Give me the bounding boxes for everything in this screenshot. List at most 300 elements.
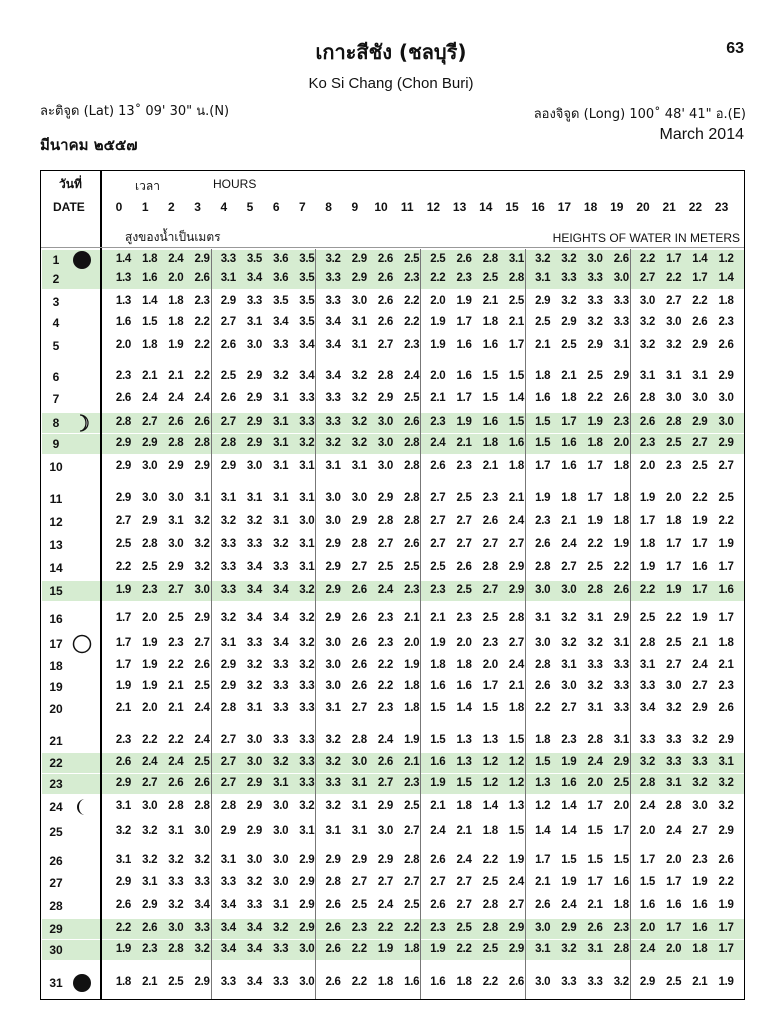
height-cell: 2.6: [613, 392, 629, 404]
height-cell: 2.0: [142, 612, 158, 624]
height-cell: 1.5: [482, 702, 498, 714]
height-cell: 1.9: [639, 492, 655, 504]
height-cell: 1.9: [430, 339, 446, 351]
height-cell: 3.0: [561, 584, 577, 596]
height-cell: 2.8: [115, 416, 131, 428]
height-cell: 1.9: [718, 899, 734, 911]
height-cell: 3.2: [142, 825, 158, 837]
height-cell: 1.7: [639, 515, 655, 527]
height-cell: 3.0: [351, 492, 367, 504]
height-cell: 1.9: [587, 416, 603, 428]
height-cell: 3.3: [561, 976, 577, 988]
height-cell: 1.8: [404, 680, 420, 692]
height-cell: 1.3: [535, 777, 551, 789]
month-english: March 2014: [659, 126, 744, 143]
height-cell: 2.6: [508, 976, 524, 988]
height-cell: 1.8: [168, 316, 184, 328]
date-cell: 16: [49, 612, 63, 626]
height-cell: 2.6: [142, 922, 158, 934]
page-title: เกาะสีชัง (ชลบุรี): [315, 40, 467, 64]
height-cell: 2.3: [535, 515, 551, 527]
date-cell: 19: [49, 680, 63, 694]
height-cell: 2.2: [404, 922, 420, 934]
date-cell: 17: [49, 637, 63, 651]
height-cell: 3.3: [273, 680, 289, 692]
height-cell: 2.5: [456, 922, 472, 934]
height-cell: 3.2: [561, 943, 577, 955]
height-cell: 2.7: [482, 538, 498, 550]
height-cell: 2.6: [220, 339, 236, 351]
height-cell: 3.3: [194, 922, 210, 934]
height-cell: 3.1: [535, 272, 551, 284]
waxing-crescent-icon: [72, 413, 92, 433]
height-cell: 3.3: [194, 876, 210, 888]
height-cell: 2.9: [351, 253, 367, 265]
height-cell: 2.6: [220, 392, 236, 404]
height-cell: 2.6: [351, 612, 367, 624]
height-cell: 2.6: [325, 976, 341, 988]
height-cell: 2.9: [535, 295, 551, 307]
height-cell: 2.3: [404, 777, 420, 789]
height-cell: 1.7: [718, 922, 734, 934]
height-cell: 2.9: [115, 437, 131, 449]
height-cell: 2.7: [508, 899, 524, 911]
height-cell: 2.5: [666, 637, 682, 649]
height-cell: 2.9: [613, 756, 629, 768]
date-cell: 8: [52, 416, 60, 430]
height-cell: 2.0: [430, 370, 446, 382]
height-cell: 2.6: [404, 538, 420, 550]
height-cell: 2.9: [325, 584, 341, 596]
height-cell: 3.1: [639, 659, 655, 671]
height-cell: 3.2: [246, 680, 262, 692]
height-cell: 1.8: [482, 316, 498, 328]
height-cell: 1.6: [639, 899, 655, 911]
height-cell: 2.6: [377, 316, 393, 328]
height-cell: 2.9: [377, 392, 393, 404]
height-cell: 2.0: [639, 825, 655, 837]
height-cell: 1.4: [142, 295, 158, 307]
height-cell: 3.2: [587, 680, 603, 692]
height-cell: 2.6: [351, 680, 367, 692]
height-cell: 1.5: [561, 854, 577, 866]
height-cell: 3.1: [325, 460, 341, 472]
height-cell: 2.0: [404, 637, 420, 649]
height-cell: 1.7: [718, 561, 734, 573]
height-cell: 2.6: [351, 659, 367, 671]
height-cell: 2.9: [142, 437, 158, 449]
height-cell: 3.1: [351, 316, 367, 328]
height-cell: 2.2: [377, 659, 393, 671]
height-cell: 2.3: [692, 854, 708, 866]
height-cell: 3.0: [639, 295, 655, 307]
height-cell: 3.1: [194, 492, 210, 504]
height-cell: 3.0: [666, 680, 682, 692]
height-cell: 2.6: [639, 416, 655, 428]
height-cell: 1.3: [115, 295, 131, 307]
height-cell: 1.6: [456, 339, 472, 351]
height-cell: 2.9: [718, 825, 734, 837]
height-cell: 1.5: [482, 392, 498, 404]
date-cell: 6: [52, 370, 60, 384]
height-cell: 3.0: [325, 515, 341, 527]
height-cell: 2.5: [430, 253, 446, 265]
height-cell: 3.1: [142, 876, 158, 888]
height-cell: 1.6: [718, 584, 734, 596]
height-cell: 2.9: [220, 680, 236, 692]
height-cell: 2.7: [666, 659, 682, 671]
height-cell: 2.2: [377, 680, 393, 692]
hour-label: 11: [400, 200, 414, 214]
height-cell: 1.6: [561, 777, 577, 789]
height-cell: 1.6: [482, 416, 498, 428]
height-cell: 2.2: [718, 515, 734, 527]
height-cell: 1.7: [561, 416, 577, 428]
height-label-thai: สูงของน้ำเป็นเมตร: [125, 230, 221, 244]
height-cell: 1.9: [613, 538, 629, 550]
hour-label: 4: [220, 200, 228, 214]
height-cell: 3.0: [142, 492, 158, 504]
height-cell: 2.9: [508, 943, 524, 955]
height-cell: 3.0: [351, 295, 367, 307]
height-cell: 1.4: [456, 702, 472, 714]
height-cell: 2.8: [142, 538, 158, 550]
height-cell: 1.5: [639, 876, 655, 888]
height-cell: 3.1: [273, 899, 289, 911]
date-cell: 28: [49, 899, 63, 913]
height-cell: 2.9: [246, 437, 262, 449]
height-cell: 3.1: [246, 492, 262, 504]
height-cell: 1.7: [115, 637, 131, 649]
height-cell: 2.6: [325, 899, 341, 911]
height-cell: 2.5: [639, 612, 655, 624]
height-cell: 3.2: [115, 825, 131, 837]
height-cell: 1.7: [535, 854, 551, 866]
height-cell: 3.3: [613, 316, 629, 328]
height-cell: 3.2: [325, 437, 341, 449]
height-cell: 2.9: [325, 854, 341, 866]
height-cell: 2.7: [508, 538, 524, 550]
height-cell: 3.0: [168, 922, 184, 934]
height-cell: 2.2: [718, 876, 734, 888]
height-cell: 3.0: [273, 876, 289, 888]
height-cell: 1.9: [692, 515, 708, 527]
height-cell: 2.7: [220, 756, 236, 768]
height-cell: 1.6: [692, 922, 708, 934]
height-cell: 2.3: [115, 734, 131, 746]
height-cell: 2.9: [692, 339, 708, 351]
height-cell: 1.8: [404, 943, 420, 955]
height-cell: 3.2: [246, 876, 262, 888]
height-cell: 3.3: [299, 734, 315, 746]
height-cell: 3.1: [666, 370, 682, 382]
height-cell: 2.4: [430, 437, 446, 449]
height-cell: 3.2: [666, 702, 682, 714]
height-cell: 1.6: [404, 976, 420, 988]
height-cell: 3.3: [220, 538, 236, 550]
height-cell: 2.6: [613, 584, 629, 596]
height-cell: 1.6: [692, 561, 708, 573]
height-cell: 3.3: [220, 876, 236, 888]
height-cell: 1.7: [692, 584, 708, 596]
height-cell: 1.5: [142, 316, 158, 328]
height-cell: 2.4: [168, 253, 184, 265]
height-cell: 3.1: [273, 437, 289, 449]
height-cell: 2.8: [482, 253, 498, 265]
date-cell: 2: [52, 272, 60, 286]
date-cell: 24: [49, 800, 63, 814]
height-cell: 3.2: [639, 316, 655, 328]
height-cell: 2.7: [194, 637, 210, 649]
height-cell: 2.3: [115, 370, 131, 382]
height-cell: 2.5: [351, 899, 367, 911]
height-cell: 2.8: [377, 370, 393, 382]
height-cell: 1.9: [168, 339, 184, 351]
height-cell: 2.3: [430, 416, 446, 428]
height-cell: 2.8: [168, 437, 184, 449]
column-rule: [630, 249, 631, 999]
height-cell: 3.0: [587, 253, 603, 265]
tide-table: [40, 170, 745, 1000]
height-cell: 3.2: [639, 756, 655, 768]
latitude-label: ละติจูด (Lat) 13˚ 09' 30" น.(N): [40, 104, 230, 119]
height-cell: 3.2: [220, 612, 236, 624]
height-cell: 2.6: [377, 295, 393, 307]
height-cell: 3.4: [246, 561, 262, 573]
height-cell: 3.3: [246, 295, 262, 307]
height-cell: 2.5: [535, 316, 551, 328]
height-cell: 2.2: [168, 659, 184, 671]
height-cell: 2.9: [246, 370, 262, 382]
height-cell: 3.3: [246, 637, 262, 649]
height-cell: 2.9: [246, 800, 262, 812]
height-cell: 3.2: [325, 253, 341, 265]
height-cell: 2.8: [535, 659, 551, 671]
height-cell: 1.9: [404, 659, 420, 671]
height-cell: 2.7: [430, 538, 446, 550]
height-cell: 1.7: [587, 800, 603, 812]
height-cell: 2.4: [377, 584, 393, 596]
height-cell: 1.6: [508, 437, 524, 449]
height-cell: 3.4: [273, 584, 289, 596]
height-cell: 2.8: [220, 437, 236, 449]
height-cell: 3.3: [639, 680, 655, 692]
height-cell: 2.4: [692, 659, 708, 671]
height-cell: 2.7: [456, 876, 472, 888]
height-cell: 2.2: [115, 561, 131, 573]
height-cell: 3.3: [273, 339, 289, 351]
height-cell: 2.7: [220, 416, 236, 428]
height-cell: 2.2: [482, 976, 498, 988]
height-cell: 3.3: [587, 272, 603, 284]
height-cell: 3.4: [246, 922, 262, 934]
height-cell: 2.1: [561, 370, 577, 382]
height-cell: 2.2: [639, 584, 655, 596]
height-cell: 2.7: [220, 734, 236, 746]
date-cell: 10: [49, 460, 63, 474]
height-cell: 2.1: [508, 492, 524, 504]
height-cell: 2.9: [194, 460, 210, 472]
height-cell: 3.0: [535, 976, 551, 988]
height-cell: 3.1: [587, 702, 603, 714]
height-cell: 3.2: [246, 515, 262, 527]
height-cell: 1.9: [508, 854, 524, 866]
height-cell: 2.4: [456, 854, 472, 866]
height-cell: 3.2: [692, 777, 708, 789]
height-cell: 3.2: [587, 637, 603, 649]
height-cell: 3.2: [351, 392, 367, 404]
height-cell: 2.4: [194, 392, 210, 404]
height-cell: 2.2: [404, 316, 420, 328]
height-cell: 1.6: [535, 392, 551, 404]
height-cell: 2.9: [220, 460, 236, 472]
height-cell: 1.7: [639, 854, 655, 866]
height-cell: 3.2: [220, 515, 236, 527]
height-cell: 3.0: [535, 637, 551, 649]
height-cell: 2.3: [613, 416, 629, 428]
height-cell: 2.4: [561, 538, 577, 550]
height-cell: 1.6: [115, 316, 131, 328]
height-cell: 2.7: [404, 876, 420, 888]
height-cell: 3.1: [273, 460, 289, 472]
height-cell: 2.2: [194, 339, 210, 351]
height-cell: 1.8: [404, 702, 420, 714]
height-cell: 2.3: [718, 680, 734, 692]
height-cell: 2.1: [404, 612, 420, 624]
height-cell: 1.3: [482, 734, 498, 746]
height-cell: 3.2: [299, 637, 315, 649]
height-cell: 2.9: [194, 253, 210, 265]
height-cell: 2.4: [142, 392, 158, 404]
date-cell: 11: [49, 492, 63, 506]
height-cell: 1.8: [718, 295, 734, 307]
date-cell: 9: [52, 437, 60, 451]
height-cell: 3.5: [299, 316, 315, 328]
height-cell: 1.6: [430, 976, 446, 988]
height-cell: 2.6: [351, 637, 367, 649]
height-cell: 3.0: [273, 825, 289, 837]
hour-label: 17: [557, 200, 572, 214]
height-cell: 2.4: [194, 734, 210, 746]
height-cell: 2.6: [168, 416, 184, 428]
height-cell: 2.6: [325, 922, 341, 934]
height-cell: 3.2: [561, 637, 577, 649]
height-cell: 2.4: [639, 943, 655, 955]
height-cell: 2.9: [351, 515, 367, 527]
height-cell: 2.4: [508, 876, 524, 888]
height-cell: 3.4: [246, 976, 262, 988]
hour-label: 8: [325, 200, 332, 214]
height-cell: 1.9: [404, 734, 420, 746]
height-cell: 2.8: [377, 515, 393, 527]
height-cell: 3.2: [561, 295, 577, 307]
height-cell: 3.2: [325, 756, 341, 768]
height-cell: 3.2: [299, 612, 315, 624]
height-cell: 3.4: [246, 612, 262, 624]
height-cell: 3.2: [325, 734, 341, 746]
height-cell: 3.1: [351, 460, 367, 472]
date-cell: 26: [49, 854, 63, 868]
height-cell: 2.6: [587, 922, 603, 934]
height-cell: 3.2: [351, 437, 367, 449]
height-cell: 3.0: [377, 460, 393, 472]
height-cell: 1.7: [692, 538, 708, 550]
height-cell: 2.8: [194, 437, 210, 449]
height-cell: 3.0: [325, 637, 341, 649]
height-cell: 2.9: [561, 316, 577, 328]
height-cell: 3.4: [325, 316, 341, 328]
height-cell: 1.4: [482, 800, 498, 812]
height-cell: 3.1: [168, 825, 184, 837]
height-cell: 3.2: [351, 416, 367, 428]
height-cell: 2.7: [377, 538, 393, 550]
height-cell: 2.0: [115, 339, 131, 351]
height-cell: 2.9: [168, 460, 184, 472]
height-cell: 3.2: [273, 756, 289, 768]
height-cell: 3.2: [194, 561, 210, 573]
height-cell: 3.4: [220, 899, 236, 911]
height-cell: 3.4: [639, 702, 655, 714]
height-cell: 3.4: [246, 943, 262, 955]
height-cell: 3.2: [351, 370, 367, 382]
date-label: DATE: [53, 200, 85, 214]
height-cell: 1.7: [456, 392, 472, 404]
height-cell: 2.0: [639, 460, 655, 472]
height-cell: 3.0: [561, 680, 577, 692]
height-cell: 2.5: [168, 612, 184, 624]
height-cell: 3.3: [220, 976, 236, 988]
height-cell: 2.8: [404, 854, 420, 866]
height-cell: 1.4: [718, 272, 734, 284]
height-cell: 2.1: [456, 825, 472, 837]
height-cell: 2.2: [430, 272, 446, 284]
height-cell: 3.3: [613, 702, 629, 714]
height-cell: 1.8: [142, 339, 158, 351]
height-cell: 3.3: [613, 680, 629, 692]
height-cell: 2.8: [168, 800, 184, 812]
height-cell: 3.3: [325, 272, 341, 284]
height-cell: 3.1: [561, 659, 577, 671]
height-cell: 3.3: [299, 756, 315, 768]
height-cell: 3.1: [115, 854, 131, 866]
date-cell: 13: [49, 538, 63, 552]
height-cell: 2.3: [456, 612, 472, 624]
height-cell: 1.8: [561, 392, 577, 404]
height-cell: 2.6: [456, 253, 472, 265]
height-cell: 2.6: [535, 899, 551, 911]
height-cell: 1.8: [692, 943, 708, 955]
height-cell: 3.2: [535, 253, 551, 265]
height-cell: 2.3: [377, 702, 393, 714]
hour-label: 5: [246, 200, 254, 214]
height-cell: 2.9: [325, 538, 341, 550]
height-cell: 2.6: [692, 316, 708, 328]
height-cell: 2.4: [639, 800, 655, 812]
height-cell: 2.5: [404, 899, 420, 911]
height-cell: 2.0: [587, 777, 603, 789]
height-cell: 2.8: [666, 416, 682, 428]
height-cell: 3.4: [246, 272, 262, 284]
height-cell: 2.9: [246, 777, 262, 789]
height-cell: 3.2: [718, 800, 734, 812]
height-cell: 3.5: [273, 295, 289, 307]
height-cell: 3.0: [325, 659, 341, 671]
date-cell: 27: [49, 876, 63, 890]
height-cell: 1.4: [115, 253, 131, 265]
height-cell: 1.8: [535, 370, 551, 382]
height-cell: 3.0: [299, 976, 315, 988]
height-cell: 2.2: [351, 976, 367, 988]
